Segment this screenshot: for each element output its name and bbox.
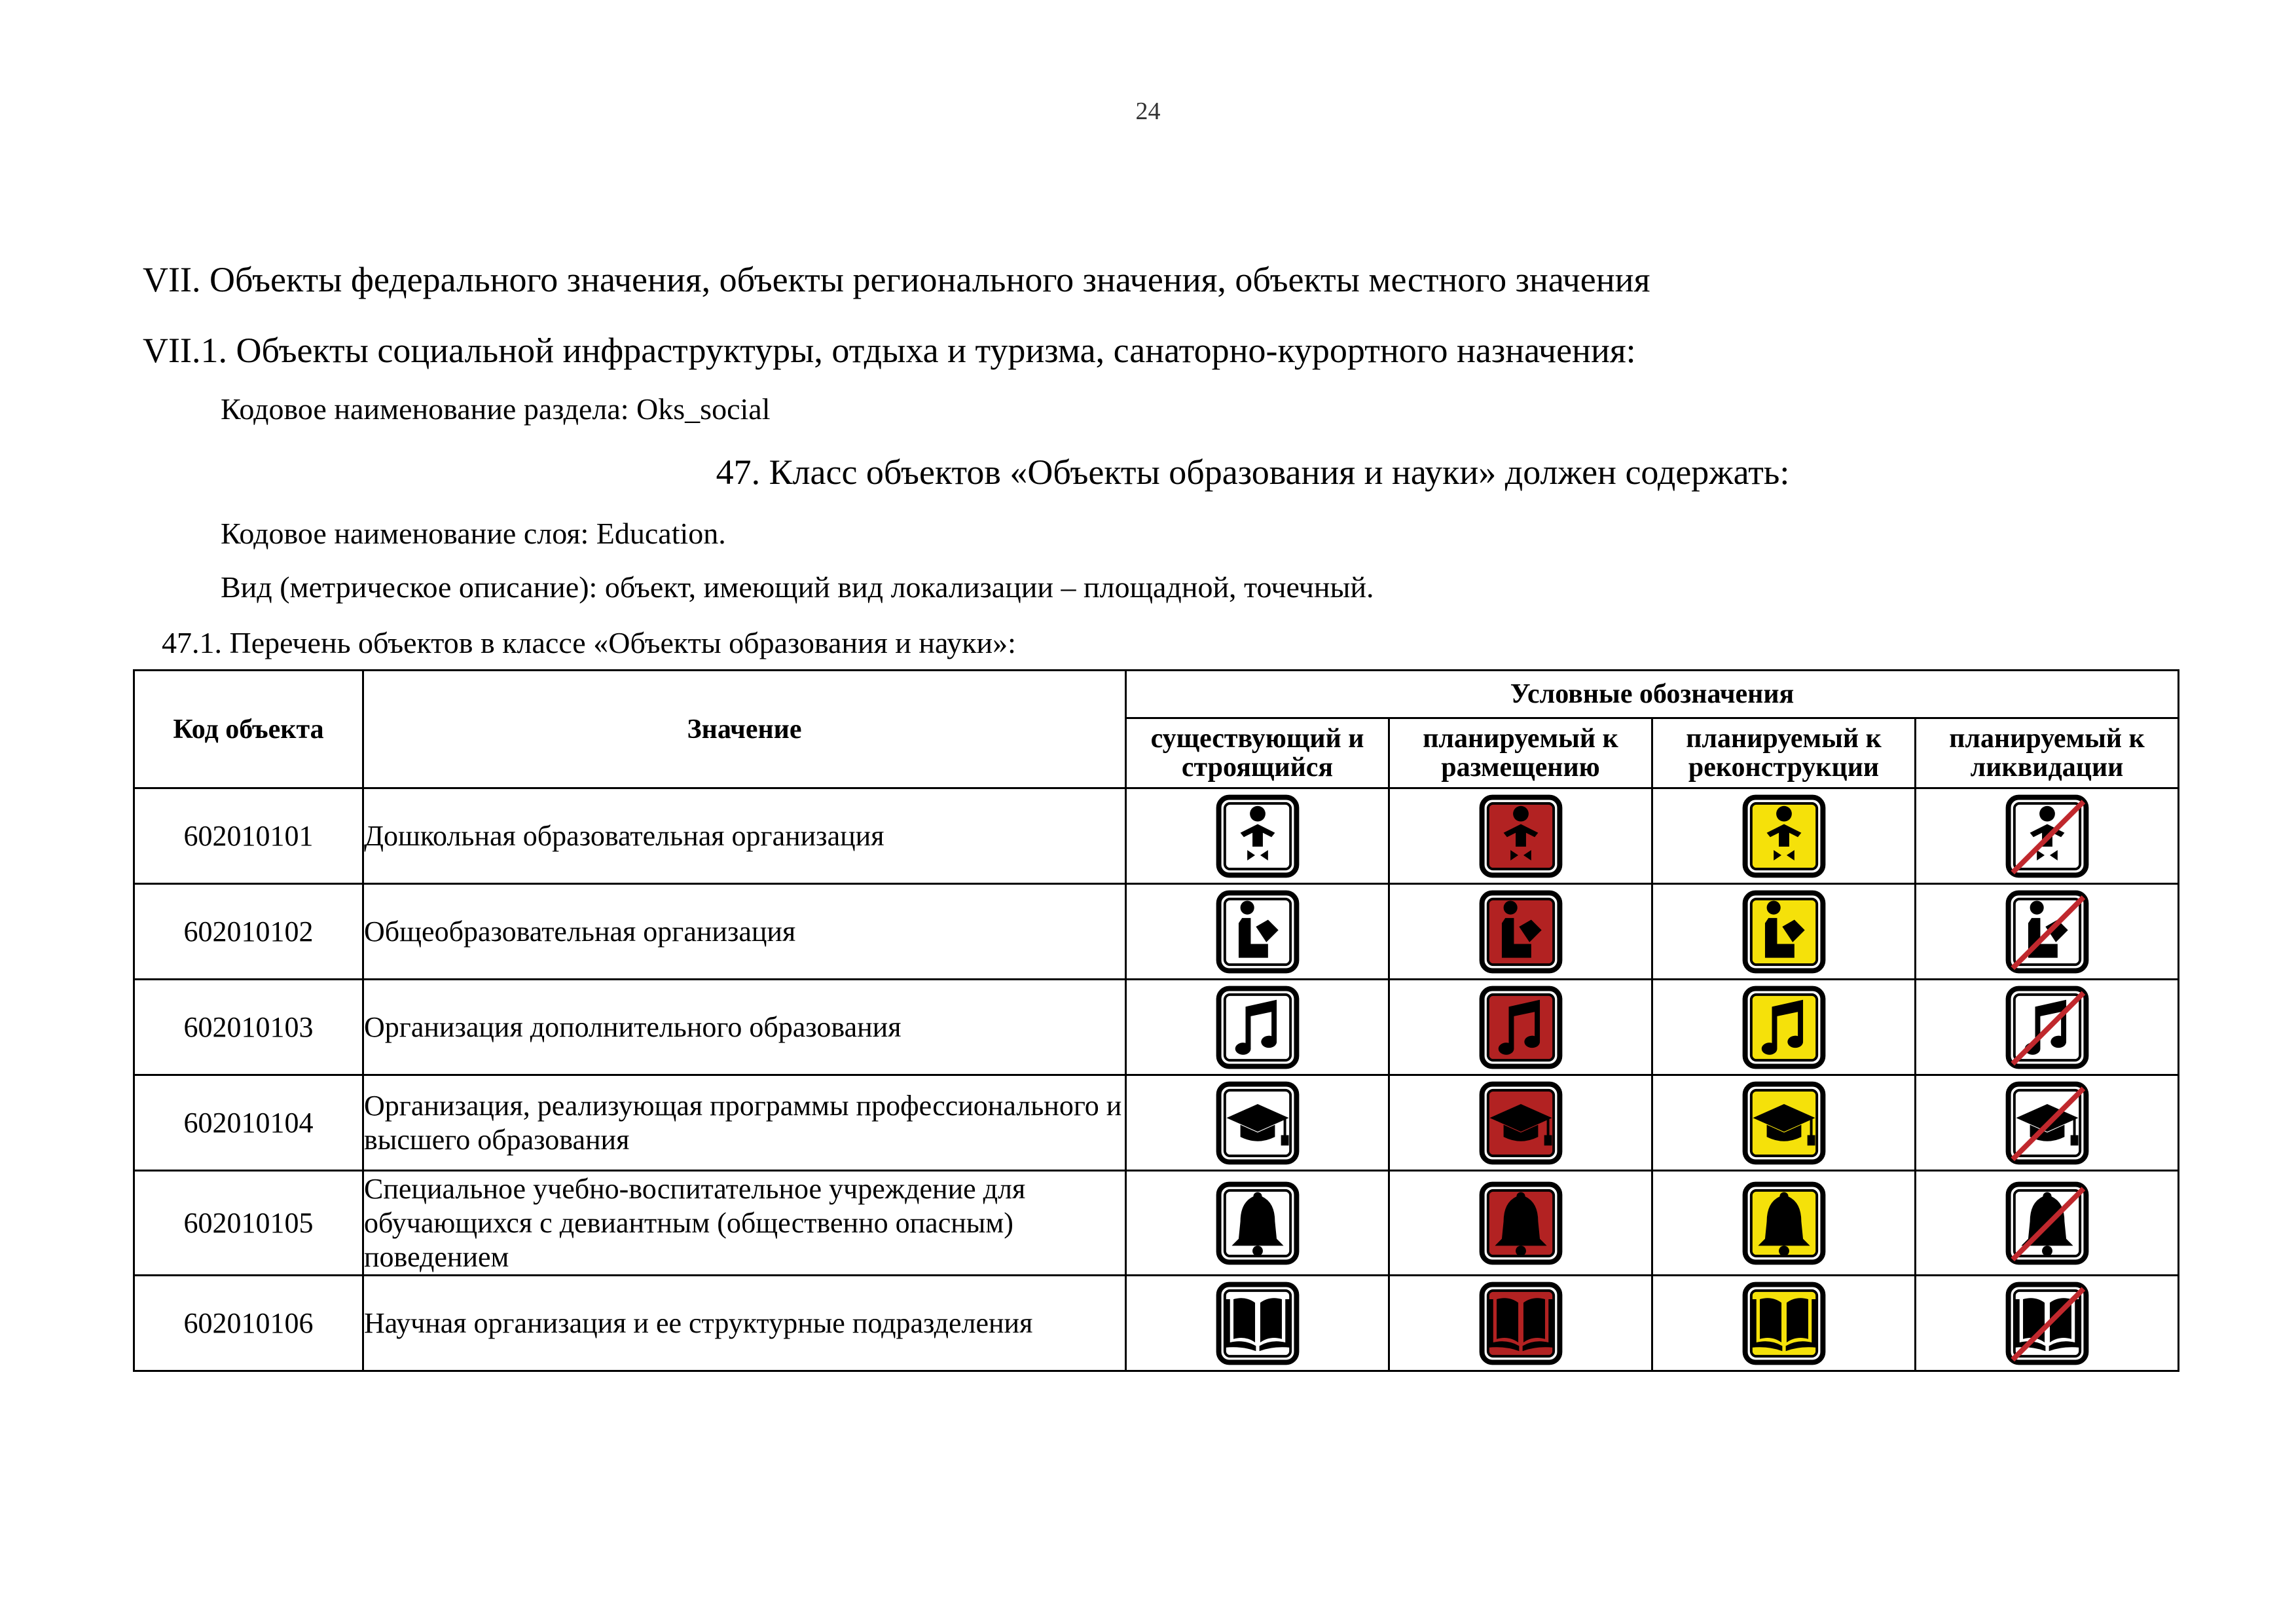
symbol-cell-existing	[1126, 1171, 1389, 1276]
header-planned-liquidation: планируемый к ликвидации	[1916, 718, 2179, 788]
bell-icon	[1478, 1180, 1564, 1266]
symbol-cell-planned-liquidation	[1916, 884, 2179, 980]
object-value: Дошкольная образовательная организация	[363, 788, 1126, 884]
symbol-cell-planned-reconstruction	[1652, 1276, 1916, 1371]
graduation-cap-icon	[1214, 1080, 1301, 1166]
section-code-line: Кодовое наименование раздела: Oks_social	[221, 392, 771, 426]
header-code: Код объекта	[134, 671, 363, 788]
music-note-icon	[2004, 984, 2090, 1071]
object-value: Организация, реализующая программы профессионального и высшего образования	[363, 1075, 1126, 1171]
baby-icon	[2004, 793, 2090, 879]
table-row	[134, 788, 2179, 884]
symbol-cell-existing	[1126, 788, 1389, 884]
bell-icon	[2004, 1180, 2090, 1266]
symbol-cell-planned-reconstruction	[1652, 980, 1916, 1075]
symbol-cell-planned-reconstruction	[1652, 1171, 1916, 1276]
reader-icon	[1478, 889, 1564, 975]
reader-icon	[1741, 889, 1827, 975]
open-book-icon	[2004, 1280, 2090, 1367]
symbol-cell-planned-liquidation	[1916, 980, 2179, 1075]
heading-section-7-1: VII.1. Объекты социальной инфраструктуры, отдыха и туризма, санаторно-курортного назначения:	[143, 331, 1636, 370]
graduation-cap-icon	[1741, 1080, 1827, 1166]
object-code: 602010105	[134, 1171, 363, 1276]
symbol-cell-planned-reconstruction	[1652, 884, 1916, 980]
class-heading: 47. Класс объектов «Объекты образования и науки» должен содержать:	[716, 452, 1790, 492]
object-value: Специальное учебно-воспитательное учреждение для обучающихся с девиантным (общественно опасным) поведением	[363, 1171, 1126, 1276]
baby-icon	[1478, 793, 1564, 879]
header-planned-placement: планируемый к размещению	[1389, 718, 1652, 788]
table-row	[134, 1276, 2179, 1371]
list-title: 47.1. Перечень объектов в классе «Объекты образования и науки»:	[162, 626, 1016, 659]
graduation-cap-icon	[2004, 1080, 2090, 1166]
objects-table	[133, 669, 2179, 1372]
header-symbols: Условные обозначения	[1126, 671, 2179, 718]
bell-icon	[1214, 1180, 1301, 1266]
reader-icon	[2004, 889, 2090, 975]
reader-icon	[1214, 889, 1301, 975]
symbol-cell-planned-placement	[1389, 788, 1652, 884]
music-note-icon	[1741, 984, 1827, 1071]
object-code: 602010103	[134, 980, 363, 1075]
object-code: 602010102	[134, 884, 363, 980]
symbol-cell-planned-liquidation	[1916, 1276, 2179, 1371]
page-number: 24	[1135, 98, 1161, 125]
symbol-cell-planned-liquidation	[1916, 788, 2179, 884]
music-note-icon	[1214, 984, 1301, 1071]
header-value: Значение	[363, 671, 1126, 788]
header-planned-reconstruction: планируемый к реконструкции	[1652, 718, 1916, 788]
symbol-cell-planned-reconstruction	[1652, 788, 1916, 884]
heading-section-7: VII. Объекты федерального значения, объекты регионального значения, объекты местного значения	[143, 260, 1650, 299]
open-book-icon	[1478, 1280, 1564, 1367]
object-code: 602010106	[134, 1276, 363, 1371]
object-code: 602010104	[134, 1075, 363, 1171]
symbol-cell-planned-liquidation	[1916, 1075, 2179, 1171]
object-value: Общеобразовательная организация	[363, 884, 1126, 980]
header-existing: существующий и строящийся	[1126, 718, 1389, 788]
symbol-cell-planned-placement	[1389, 1075, 1652, 1171]
symbol-cell-existing	[1126, 884, 1389, 980]
object-value: Организация дополнительного образования	[363, 980, 1126, 1075]
table-row	[134, 884, 2179, 980]
table-row	[134, 1075, 2179, 1171]
music-note-icon	[1478, 984, 1564, 1071]
symbol-cell-planned-placement	[1389, 884, 1652, 980]
view-description-line: Вид (метрическое описание): объект, имеющий вид локализации – площадной, точечный.	[221, 570, 1374, 604]
symbol-cell-planned-placement	[1389, 980, 1652, 1075]
symbol-cell-planned-reconstruction	[1652, 1075, 1916, 1171]
open-book-icon	[1741, 1280, 1827, 1367]
open-book-icon	[1214, 1280, 1301, 1367]
object-value: Научная организация и ее структурные подразделения	[363, 1276, 1126, 1371]
symbol-cell-planned-liquidation	[1916, 1171, 2179, 1276]
symbol-cell-existing	[1126, 1276, 1389, 1371]
symbol-cell-planned-placement	[1389, 1276, 1652, 1371]
baby-icon	[1741, 793, 1827, 879]
symbol-cell-existing	[1126, 1075, 1389, 1171]
symbol-cell-existing	[1126, 980, 1389, 1075]
object-code: 602010101	[134, 788, 363, 884]
table-row	[134, 1171, 2179, 1276]
graduation-cap-icon	[1478, 1080, 1564, 1166]
symbol-cell-planned-placement	[1389, 1171, 1652, 1276]
baby-icon	[1214, 793, 1301, 879]
table-row	[134, 980, 2179, 1075]
layer-code-line: Кодовое наименование слоя: Education.	[221, 517, 726, 550]
bell-icon	[1741, 1180, 1827, 1266]
